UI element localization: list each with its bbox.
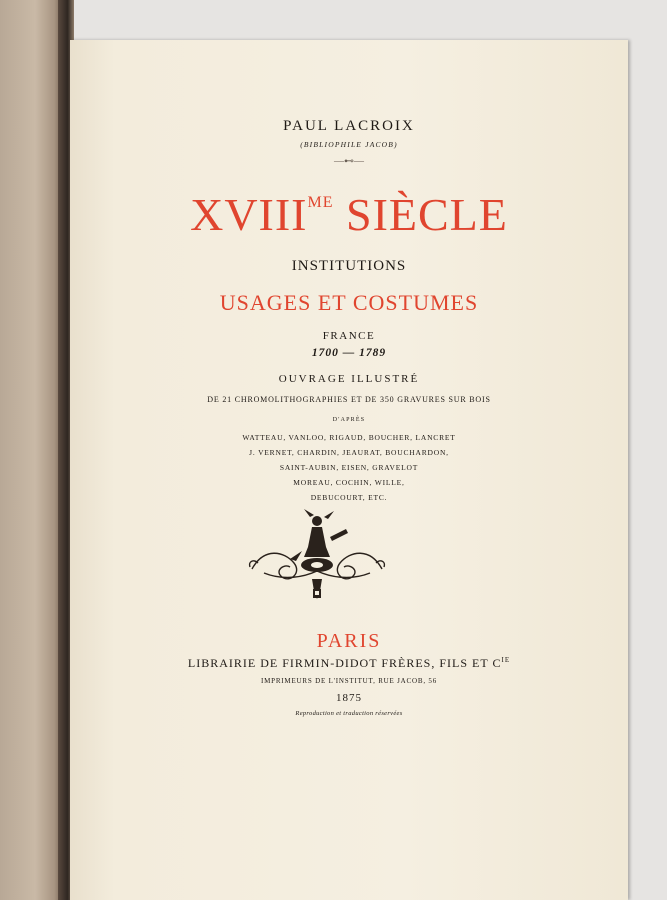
publication-year: 1875: [336, 692, 362, 704]
title-siecle: SIÈCLE: [333, 189, 508, 240]
rights-notice: Reproduction et traduction réservées: [295, 710, 403, 717]
artists-line: MOREAU, COCHIN, WILLE,: [293, 478, 405, 487]
title-century-suffix: ME: [307, 194, 334, 211]
title-century: XVIII: [190, 189, 308, 240]
subtitle-usages: USAGES ET COSTUMES: [219, 290, 479, 315]
author-name: PAUL LACROIX: [283, 118, 415, 134]
ouvrage-label: OUVRAGE ILLUSTRÉ: [278, 373, 420, 385]
country-label: FRANCE: [322, 330, 376, 342]
artists-list: [70, 430, 628, 505]
illustration-description: DE 21 CHROMOLITHOGRAPHIES ET DE 350 GRAVURES SUR BOIS: [207, 395, 491, 404]
subtitle-institutions: INSTITUTIONS: [291, 258, 407, 274]
publisher-name: [70, 656, 628, 671]
publication-city: PARIS: [316, 630, 382, 652]
publisher-main: LIBRAIRIE DE FIRMIN-DIDOT FRÈRES, FILS ET C: [187, 656, 502, 670]
book-cover-left: [0, 0, 64, 900]
book-title: [70, 188, 628, 241]
artists-line: J. VERNET, CHARDIN, JEAURAT, BOUCHARDON,: [249, 448, 449, 457]
artists-line: DEBUCOURT, ETC.: [310, 493, 388, 502]
dapres-label: D'APRÈS: [332, 417, 366, 423]
artists-line: SAINT-AUBIN, EISEN, GRAVELOT: [279, 463, 419, 472]
divider-ornament-icon: —⊷—: [334, 156, 364, 167]
printers-ornament-icon: [244, 507, 390, 607]
author-pseudonym: (BIBLIOPHILE JACOB): [300, 140, 398, 149]
printers-address: IMPRIMEURS DE L'INSTITUT, RUE JACOB, 56: [260, 677, 438, 685]
artists-line: WATTEAU, VANLOO, RIGAUD, BOUCHER, LANCRET: [242, 433, 456, 442]
title-page: [70, 40, 628, 900]
date-range: 1700 — 1789: [311, 347, 387, 359]
publisher-suffix: IE: [501, 656, 511, 664]
